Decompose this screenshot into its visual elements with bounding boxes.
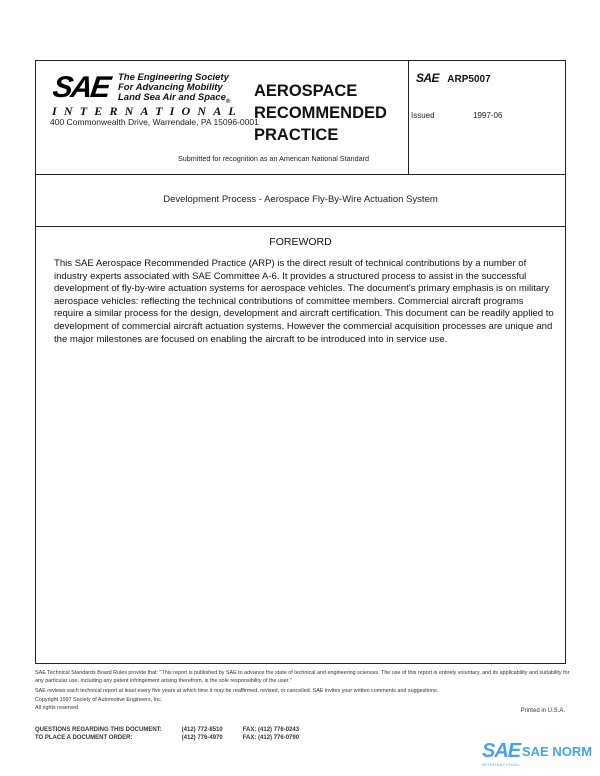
issued-label: Issued bbox=[411, 111, 435, 120]
contact-row-questions bbox=[35, 726, 319, 734]
society-line-3: Land Sea Air and Space$_®$ bbox=[118, 92, 231, 105]
arp-number-block bbox=[416, 71, 491, 85]
foreword-heading: FOREWORD bbox=[269, 236, 332, 248]
footer-rights: All rights reserved. bbox=[35, 705, 80, 712]
doc-type-line-2: RECOMMENDED bbox=[254, 104, 387, 122]
society-line-2: For Advancing Mobility bbox=[118, 82, 223, 93]
watermark-norm-text: SAE NORM bbox=[522, 744, 593, 759]
sae-logo: SAE bbox=[50, 71, 112, 104]
sae-small-logo: SAE bbox=[416, 71, 439, 85]
watermark-sae-logo: SAE bbox=[482, 740, 521, 762]
footer-rules: SAE Technical Standards Board Rules provide that: "This report is published by SAE to advance the state of technical and engineering sciences. The use of this report is entirely voluntary, and its applicability and suitability for any particular use, including any patent infringement arising therefrom, is the sole responsibility of the user." bbox=[35, 670, 570, 684]
sae-logo-block bbox=[48, 73, 263, 123]
footer-review: SAE reviews each technical report at least every five years at which time it may be reaffirmed, revised, or cancelled. SAE invites your written comments and suggestions. bbox=[35, 687, 439, 694]
doc-type-line-1: AEROSPACE bbox=[254, 82, 358, 100]
registered-mark: ® bbox=[225, 98, 231, 105]
arp-number: ARP5007 bbox=[447, 74, 491, 85]
issued-date: 1997-06 bbox=[473, 111, 503, 120]
title-rule bbox=[36, 226, 565, 227]
header-rule bbox=[36, 174, 565, 175]
submitted-note: Submitted for recognition as an American National Standard bbox=[178, 154, 369, 163]
document-title: Development Process - Aerospace Fly-By-Wire Actuation System bbox=[163, 194, 438, 205]
contact-row-orders bbox=[35, 734, 319, 742]
footer bbox=[35, 670, 575, 741]
society-tagline bbox=[118, 73, 268, 107]
sae-address: 400 Commonwealth Drive, Warrendale, PA 15096-0001 bbox=[50, 117, 259, 127]
contact-table bbox=[35, 726, 319, 742]
watermark-subtext: INTERNATIONAL bbox=[482, 762, 521, 767]
document-type bbox=[254, 80, 404, 146]
foreword-body: This SAE Aerospace Recommended Practice (ARP) is the direct result of technical contributions by a number of industry experts associated with SAE Committee A-6. It provides a structured process to assist in the successful development of fly-by-wire actuation systems for aerospace vehicles. The document's primary emphasis is on military aerospace vehicles: reflecting the technical contributions of committee members. Commercial aircraft programs require a similar process for the design, development and aircraft certification. This document can be readily applied to development of commercial aircraft actuation systems. However the commercial acquisition processes are unique and the major milestones are focused on enabling the aircraft to be introduced into in service use. bbox=[54, 258, 554, 345]
order-fax: FAX: (412) 776-0790 bbox=[242, 735, 300, 741]
doc-type-line-3: PRACTICE bbox=[254, 126, 339, 144]
printed-in: Printed in U.S.A. bbox=[520, 708, 565, 714]
footer-copyright: Copyright 1997 Society of Automotive Engineers, Inc. bbox=[35, 697, 163, 704]
sae-norm-watermark bbox=[482, 740, 597, 772]
questions-phone: (412) 772-8510 bbox=[181, 727, 223, 733]
international-wordmark: INTERNATIONAL bbox=[52, 104, 243, 118]
society-line-1: The Engineering Society bbox=[118, 72, 229, 83]
header-divider bbox=[408, 61, 409, 174]
questions-label: QUESTIONS REGARDING THIS DOCUMENT: bbox=[35, 727, 162, 733]
questions-fax: FAX: (412) 776-0243 bbox=[242, 727, 300, 733]
document-frame bbox=[35, 60, 566, 664]
order-phone: (412) 776-4970 bbox=[181, 735, 223, 741]
order-label: TO PLACE A DOCUMENT ORDER: bbox=[35, 735, 133, 741]
